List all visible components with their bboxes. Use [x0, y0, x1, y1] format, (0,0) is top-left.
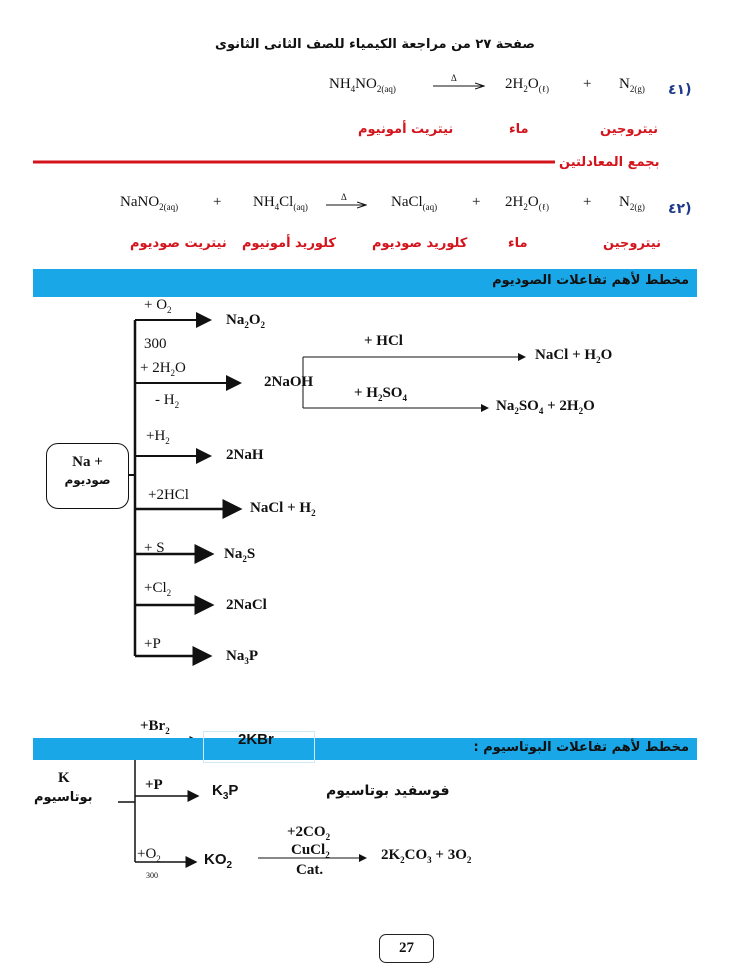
sodium-box-name: صوديوم — [64, 473, 111, 487]
na-h2-label: $+H_2$ — [146, 428, 170, 446]
k-p-label: +P — [145, 777, 163, 793]
na3p-product: $Na_3P$ — [226, 648, 259, 666]
na2o2-product: $Na_2O_2$ — [226, 312, 266, 330]
potassium-band — [33, 738, 697, 760]
eq42-plus1: + — [213, 194, 222, 210]
na-300-label: 300 — [144, 336, 167, 352]
na-h2o-label: + $2H_2O$ — [140, 360, 186, 378]
eq41-number: ٤١) — [668, 82, 692, 98]
na-minus-h2-label: - $H_2$ — [155, 392, 180, 410]
nah-product: 2NaH — [226, 447, 264, 463]
na-p-label: +P — [144, 636, 161, 652]
eq41-name-ammonium-nitrite: نيتريت أمونيوم — [358, 122, 454, 137]
eq42-name-sodium-nitrite: نيتريت صوديوم — [130, 236, 227, 251]
divider-label: بجمع المعادلتين — [559, 155, 660, 170]
ko2-cat-label: Cat. — [296, 862, 324, 878]
eq42-delta: Δ — [341, 192, 347, 202]
k-300-label: 300 — [146, 871, 158, 880]
eq42-name-ammonium-chloride: كلوريد أمونيوم — [242, 236, 336, 251]
page-number: 27 — [379, 934, 434, 963]
eq42-product3: $N_{2(g)}$ — [619, 194, 645, 212]
eq42-product1: NaCl$_{(aq)}$ — [391, 194, 438, 212]
nacl-h2o-product: NaCl + $H_2O$ — [535, 347, 613, 365]
eq42-reactant1: NaNO$_{2(aq)}$ — [120, 194, 179, 212]
eq42-name-sodium-chloride: كلوريد صوديوم — [372, 236, 468, 251]
eq41-nitrogen: $N_{2(g)}$ — [619, 76, 645, 94]
naoh-product: 2NaOH — [264, 374, 314, 390]
na-hcl-label: +2HCl — [148, 487, 189, 503]
sodium-box — [46, 443, 129, 509]
k2co3-product: $2K_2CO_3 + 3O_2$ — [381, 847, 472, 865]
eq41-reactant: $NH_4NO_{2(aq)}$ — [329, 76, 396, 94]
k-symbol: K — [58, 770, 70, 786]
naoh-h2so4-label: + $H_2SO_4$ — [354, 385, 407, 403]
eq42-plus3: + — [583, 194, 592, 210]
na-cl2-label: $+Cl_2$ — [144, 580, 172, 598]
na2so4-product: $Na_2SO_4 + 2H_2O$ — [496, 398, 595, 416]
sodium-band-title: مخطط لأهم تفاعلات الصوديوم — [492, 273, 689, 288]
na-s-label: + S — [144, 540, 165, 556]
k-o2-label: $+O_2$ — [137, 846, 161, 864]
eq42-name-water: ماء — [508, 236, 528, 251]
nacl2-product: 2NaCl — [226, 597, 267, 613]
ko2-co2-label: $+2CO_2$ — [287, 824, 331, 842]
eq42-number: ٤٢) — [668, 201, 692, 217]
sodium-band — [33, 269, 697, 297]
page-header: صفحة ٢٧ من مراجعة الكيمياء للصف الثانى الثانوى — [215, 37, 535, 52]
k3p-product: $K_3P$ — [212, 782, 239, 802]
sodium-box-symbol: Na + — [72, 454, 103, 470]
eq41-name-nitrogen: نيتروجين — [600, 122, 659, 137]
ko2-product: $KO_2$ — [204, 851, 233, 871]
eq42-name-nitrogen: نيتروجين — [603, 236, 662, 251]
eq41-plus: + — [583, 76, 592, 92]
na-o2-label: + $O_2$ — [144, 297, 172, 315]
eq41-water: $2H_2O_{(\ell)}$ — [505, 76, 549, 94]
k-br2-label: $+Br_2$ — [140, 718, 170, 736]
nacl-h2-product: NaCl + $H_2$ — [250, 500, 316, 518]
k3p-name: فوسفيد بوتاسيوم — [326, 783, 450, 799]
ko2-cucl2-label: CuCl$_2$ — [291, 842, 330, 860]
potassium-band-title: مخطط لأهم تفاعلات البوتاسيوم : — [473, 740, 689, 755]
k-name: بوتاسيوم — [34, 790, 93, 805]
eq42-plus2: + — [472, 194, 481, 210]
eq41-name-water: ماء — [509, 122, 529, 137]
naoh-hcl-label: + HCl — [364, 333, 403, 349]
eq42-reactant2: $NH_4Cl_{(aq)}$ — [253, 194, 308, 212]
eq42-product2: $2H_2O_{(\ell)}$ — [505, 194, 549, 212]
eq41-delta: Δ — [451, 73, 457, 83]
na2s-product: $Na_2S$ — [224, 546, 256, 564]
kbr-product: 2KBr — [238, 731, 274, 748]
